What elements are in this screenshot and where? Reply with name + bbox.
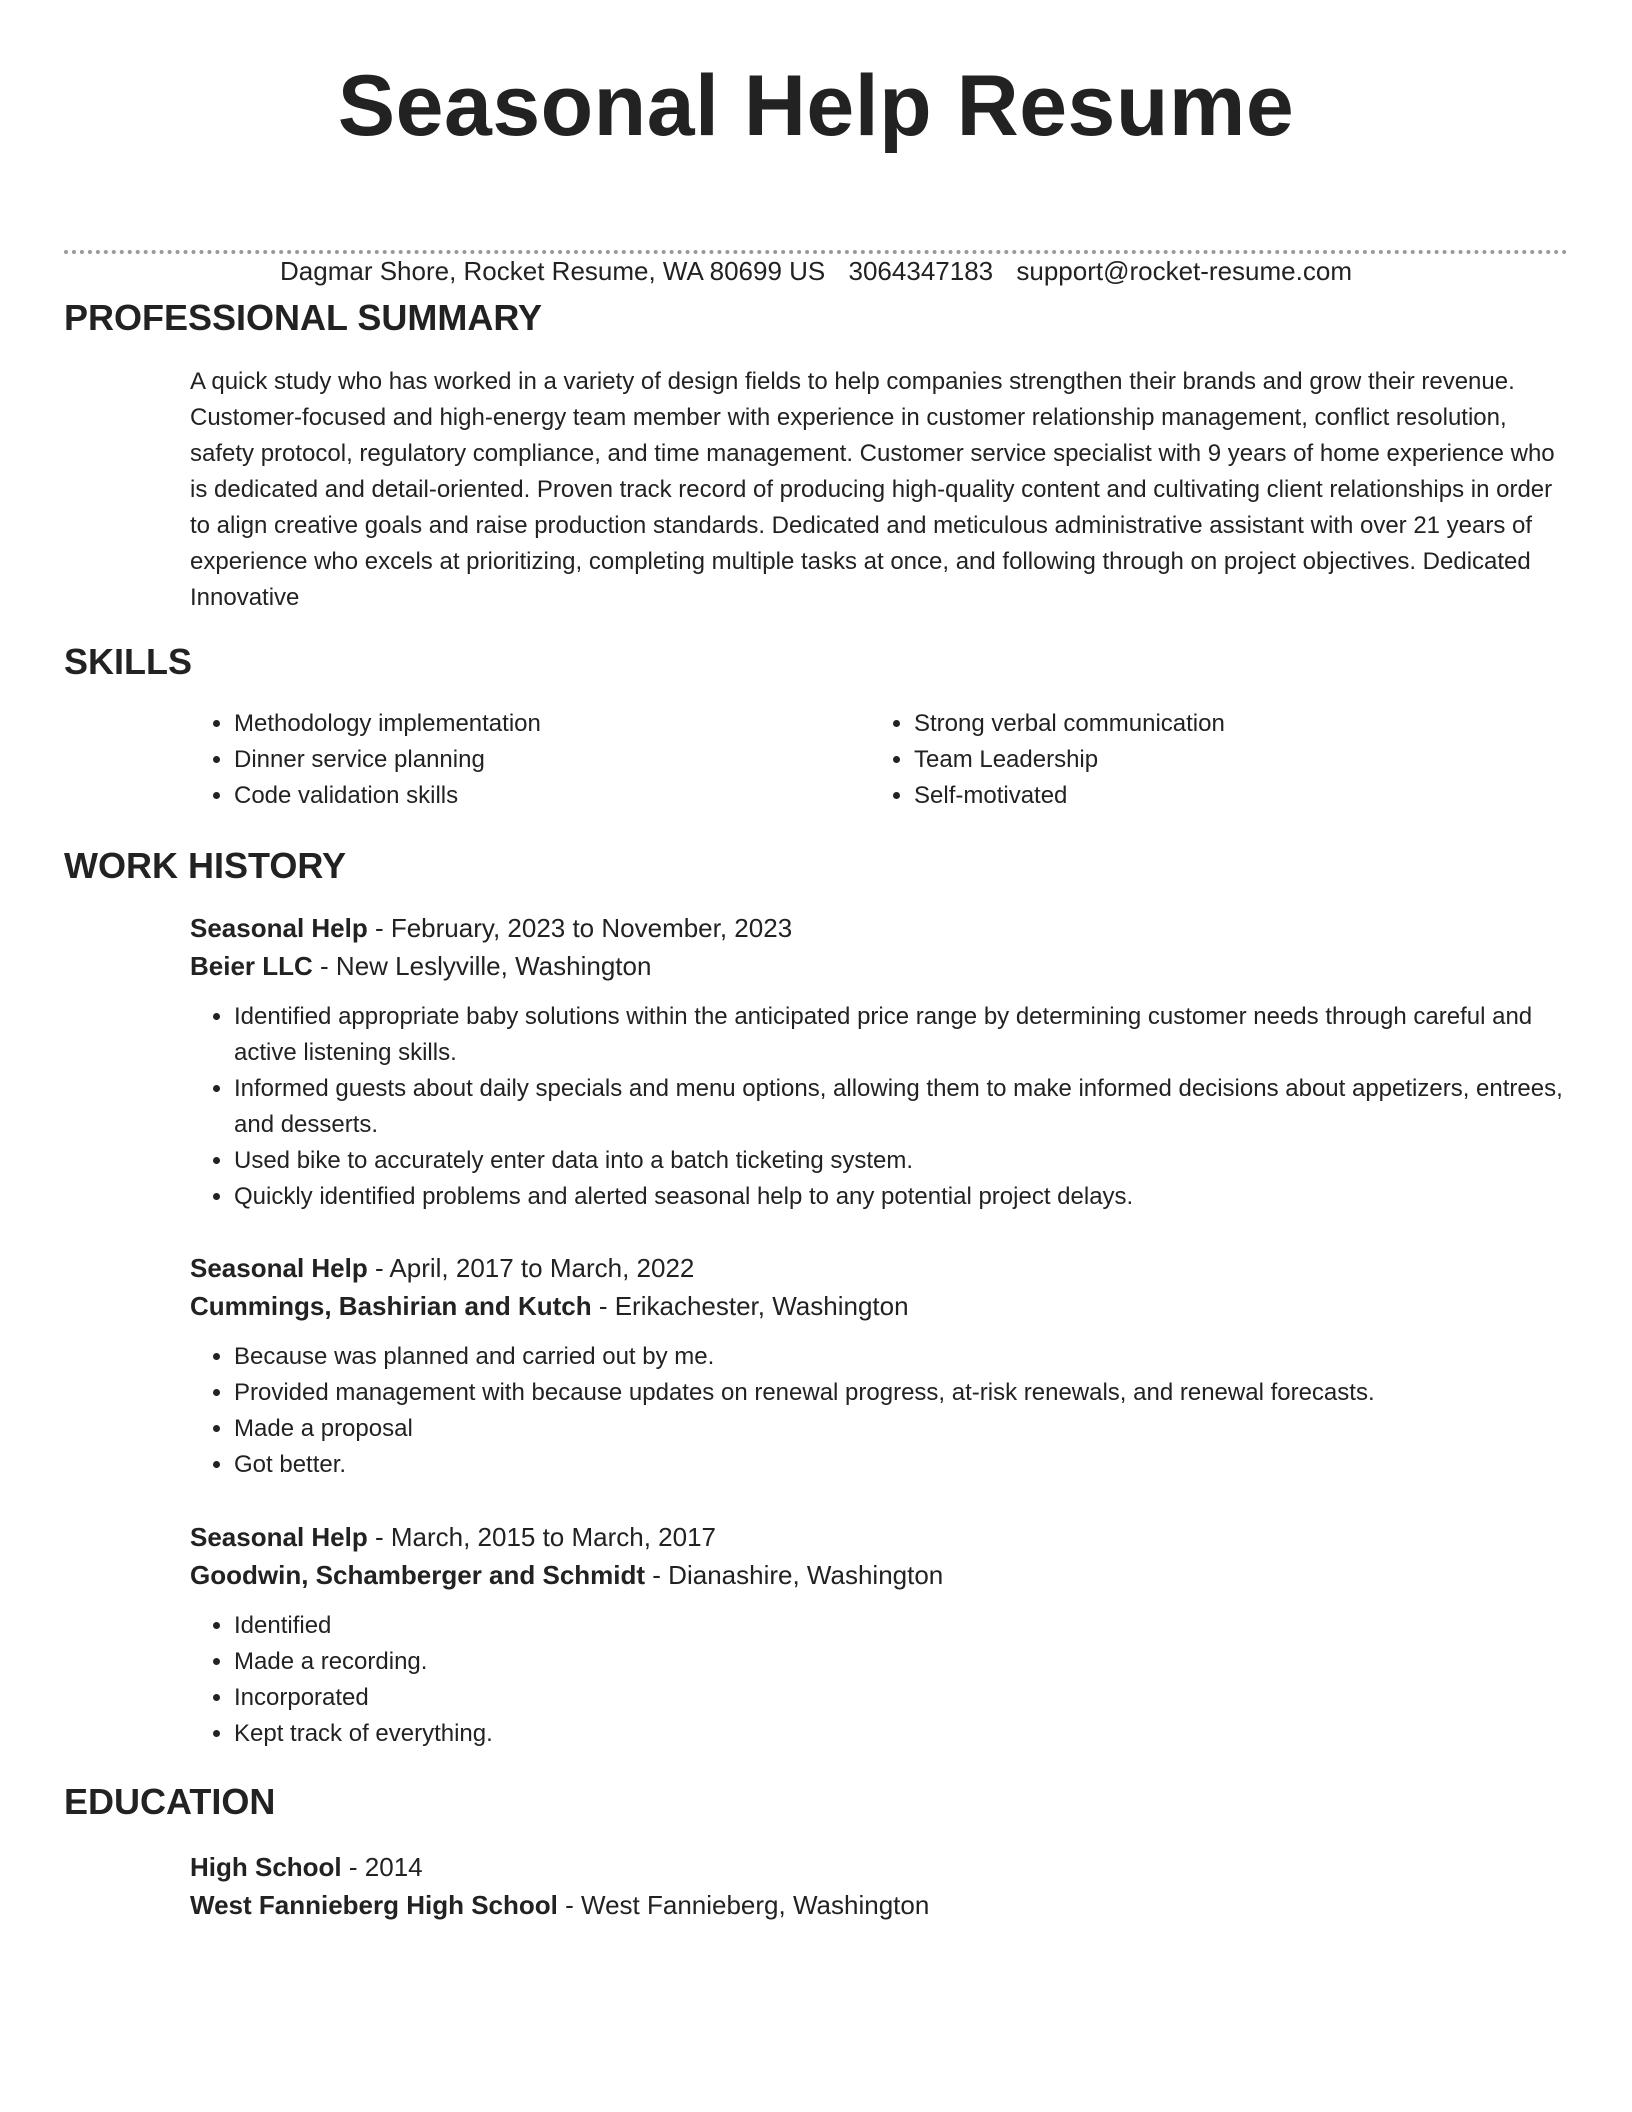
job-title: Seasonal Help [190, 1253, 368, 1283]
job-company: Cummings, Bashirian and Kutch [190, 1291, 592, 1321]
skill-item: • Code validation skills [234, 778, 870, 814]
job-bullet-list [190, 1339, 1568, 1483]
summary-text: A quick study who has worked in a variety of design fields to help companies strengthen their brands and grow their revenue. Customer-focused and high-energy team member with experience in customer relationship management, conflict resolution, safety protocol, regulatory compliance, and time management. Customer service specialist with 9 years of home experience who is dedicated and detail-oriented. Proven track record of producing high-quality content and cultivating client relationships in order to align creative goals and raise production standards. Dedicated and meticulous administrative assistant with over 21 years of experience who excels at prioritizing, completing multiple tasks at once, and following through on project objectives. Dedicated Innovative [190, 368, 1555, 611]
job-title-line [190, 1518, 1568, 1556]
job-company: Goodwin, Schamberger and Schmidt [190, 1560, 646, 1590]
job-bullet: • Provided management with because updates on renewal progress, at-risk renewals, and renewal forecasts. [234, 1375, 1568, 1411]
job-title-line [190, 909, 1568, 947]
contact-address: Dagmar Shore, Rocket Resume, WA 80699 US [280, 256, 826, 286]
work-heading: WORK HISTORY [64, 845, 347, 886]
job-company-line [190, 1556, 1568, 1594]
job-company: Beier LLC [190, 951, 313, 981]
job-bullet: • Used bike to accurately enter data into a batch ticketing system. [234, 1143, 1568, 1179]
job-title-line [190, 1249, 1568, 1287]
job-bullet: • Quickly identified problems and alerted seasonal help to any potential project delays. [234, 1179, 1568, 1215]
job-location: - Dianashire, Washington [645, 1560, 944, 1590]
job-company-line [190, 1287, 1568, 1325]
education-degree: High School [190, 1852, 342, 1882]
job-entry [190, 1249, 1568, 1483]
job-bullet: • Made a proposal [234, 1411, 1568, 1447]
summary-heading: PROFESSIONAL SUMMARY [64, 297, 543, 338]
skill-item: • Team Leadership [914, 742, 1550, 778]
contact-email: support@rocket-resume.com [1016, 256, 1352, 286]
job-bullet: • Identified [234, 1608, 1568, 1644]
job-bullet: • Incorporated [234, 1680, 1568, 1716]
contact-line [64, 254, 1568, 288]
skill-item: • Dinner service planning [234, 742, 870, 778]
job-bullet: • Because was planned and carried out by me. [234, 1339, 1568, 1375]
job-title: Seasonal Help [190, 1522, 368, 1552]
skills-heading: SKILLS [64, 641, 193, 682]
job-dates: - March, 2015 to March, 2017 [367, 1522, 717, 1552]
job-bullet: • Informed guests about daily specials and menu options, allowing them to make informed decisions about appetizers, entrees, and desserts. [234, 1071, 1568, 1143]
job-company-line [190, 947, 1568, 985]
job-bullet-list [190, 1608, 1568, 1752]
job-title: Seasonal Help [190, 913, 368, 943]
resume-page [64, 0, 1568, 1920]
education-school-line [190, 1886, 1568, 1924]
job-bullet: • Made a recording. [234, 1644, 1568, 1680]
job-location: - Erikachester, Washington [591, 1291, 909, 1321]
contact-phone: 3064347183 [848, 256, 994, 286]
job-dates: - April, 2017 to March, 2022 [367, 1253, 695, 1283]
skill-item: • Methodology implementation [234, 706, 870, 742]
education-school: West Fannieberg High School [190, 1890, 558, 1920]
skills-section [190, 706, 1568, 814]
job-entry [190, 909, 1568, 1215]
education-heading: EDUCATION [64, 1781, 276, 1822]
job-bullet-list [190, 999, 1568, 1215]
education-year: - 2014 [341, 1852, 423, 1882]
job-bullet: • Got better. [234, 1447, 1568, 1483]
summary-section [190, 364, 1568, 616]
job-dates: - February, 2023 to November, 2023 [367, 913, 793, 943]
page-title: Seasonal Help Resume [337, 58, 1295, 154]
job-bullet: • Kept track of everything. [234, 1716, 1568, 1752]
education-location: - West Fannieberg, Washington [557, 1890, 930, 1920]
job-bullet: • Identified appropriate baby solutions within the anticipated price range by determining customer needs through careful and active listening skills. [234, 999, 1568, 1071]
education-degree-line [190, 1848, 1568, 1886]
job-entry [190, 1518, 1568, 1752]
skills-list-right [870, 706, 1550, 814]
job-location: - New Leslyville, Washington [312, 951, 652, 981]
skill-item: • Self-motivated [914, 778, 1550, 814]
education-section [190, 1848, 1568, 1924]
header-divider [64, 250, 1568, 254]
skills-list-left [190, 706, 870, 814]
skill-item: • Strong verbal communication [914, 706, 1550, 742]
